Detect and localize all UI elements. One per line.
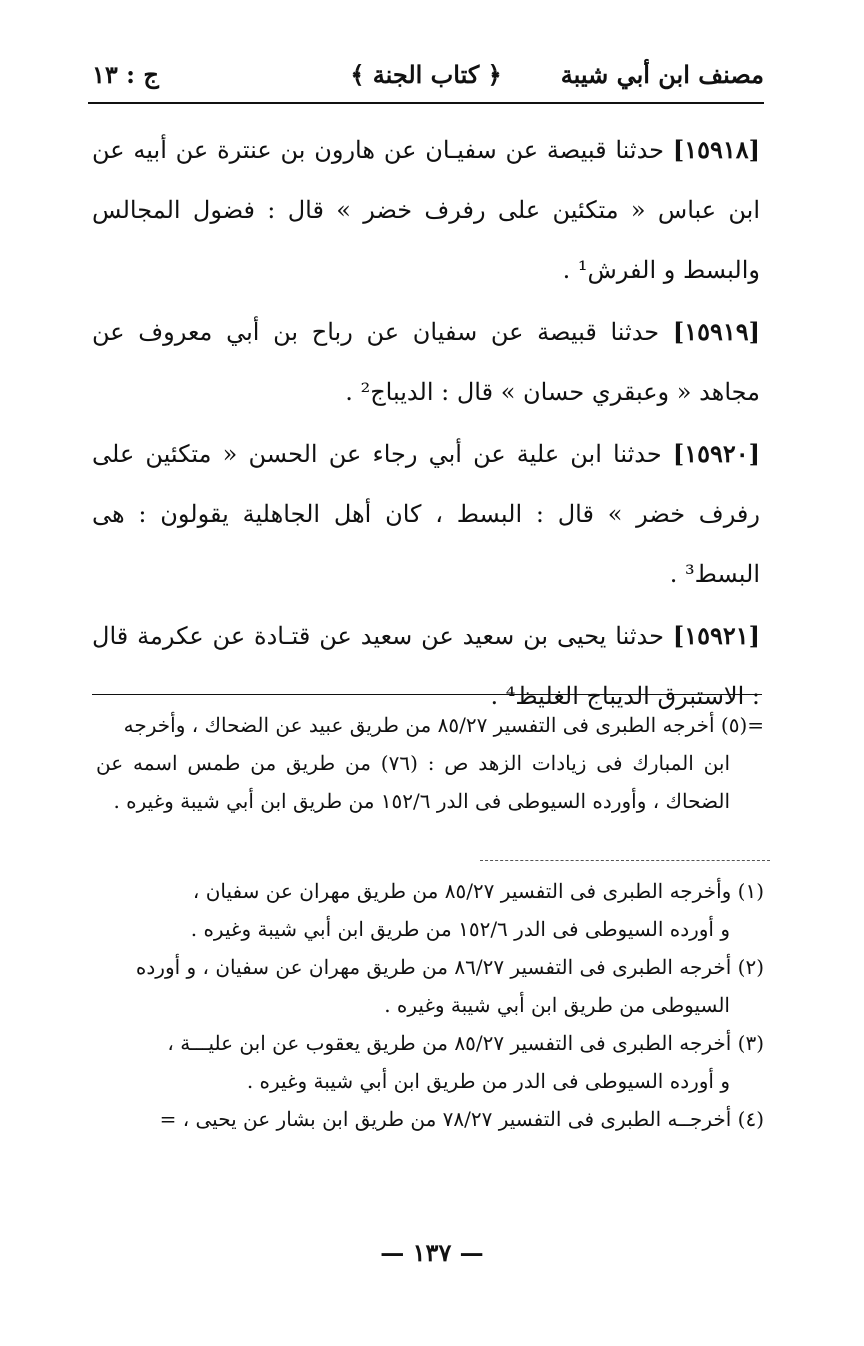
hadith-number: [١٥٩٢٠] xyxy=(672,439,760,468)
hadith-paragraph xyxy=(92,424,760,604)
hadith-paragraph xyxy=(92,302,760,422)
footnote xyxy=(96,1100,764,1138)
page-number: — ١٣٧ — xyxy=(380,1238,484,1267)
footnote xyxy=(96,948,764,1024)
footnote-continuation: السيوطى من طريق ابن أبي شيبة وغيره . xyxy=(384,993,730,1017)
hadith-number: [١٥٩١٨] xyxy=(672,135,761,164)
hadith-text: حدثنا قبيصة عن سفيـان عن هارون بن عنترة عن أبيه عن ابن عباس « متكئين على رفرف خضر » قال : فضول المجالس والبسط و الفرش¹ . xyxy=(92,136,760,284)
footnote-first-line: (٤) أخرجــه الطبرى فى التفسير ٧٨/٢٧ من طريق ابن بشار عن يحيى ، = xyxy=(159,1107,764,1131)
book-title: مصنف ابن أبي شيبة xyxy=(560,60,764,89)
footnote-carryover xyxy=(96,706,764,820)
volume-number: ج : ١٣ xyxy=(92,60,159,89)
hadith-number: [١٥٩٢١] xyxy=(672,621,761,650)
footnote xyxy=(96,1024,764,1100)
footnote-first-line: (١) وأخرجه الطبرى فى التفسير ٨٥/٢٧ من طريق مهران عن سفيان ، xyxy=(192,879,764,903)
hadith-number: [١٥٩١٩] xyxy=(672,317,761,346)
hadith-text: حدثنا ابن علية عن أبي رجاء عن الحسن « متكئين على رفرف خضر » قال : البسط ، كان أهل الجاهلية يقولون : هى البسط³ . xyxy=(92,440,760,588)
footnote-continuation: و أورده السيوطى فى الدر من طريق ابن أبي شيبة وغيره . xyxy=(246,1069,730,1093)
hadith-paragraph xyxy=(92,120,760,300)
footnotes-list xyxy=(96,872,764,1138)
footnote xyxy=(96,872,764,948)
footnote-divider-dotted xyxy=(480,860,770,861)
footnote-first-line: (٣) أخرجه الطبرى فى التفسير ٨٥/٢٧ من طريق يعقوب عن ابن عليـــة ، xyxy=(167,1031,764,1055)
hadith-text: حدثنا يحيى بن سعيد عن سعيد عن قتـادة عن عكرمة قال : الاستبرق الديباج الغليظ⁴ . xyxy=(92,622,760,710)
footnote-separator xyxy=(92,694,762,695)
footnote-continuation: و أورده السيوطى فى الدر ١٥٢/٦ من طريق ابن أبي شيبة وغيره . xyxy=(190,917,730,941)
main-text xyxy=(92,120,760,728)
footnote-first-line: =(٥) أخرجه الطبرى فى التفسير ٨٥/٢٧ من طريق عبيد عن الضحاك ، وأخرجه xyxy=(123,713,764,737)
chapter-title: ﴿ كتاب الجنة ﴾ xyxy=(350,60,502,89)
footnote xyxy=(96,706,764,820)
footnote-first-line: (٢) أخرجه الطبرى فى التفسير ٨٦/٢٧ من طريق مهران عن سفيان ، و أورده xyxy=(135,955,764,979)
running-header xyxy=(88,52,764,104)
footnote-continuation: ابن المبارك فى زيادات الزهد ص : (٧٦) من طريق من طمس اسمه عن الضحاك ، وأورده السيوطى فى الدر ١٥٢/٦ من طريق ابن أبي شيبة وغيره . xyxy=(96,751,731,813)
hadith-text: حدثنا قبيصة عن سفيان عن رباح بن أبي معروف عن مجاهد « وعبقري حسان » قال : الديباج² . xyxy=(92,318,760,406)
